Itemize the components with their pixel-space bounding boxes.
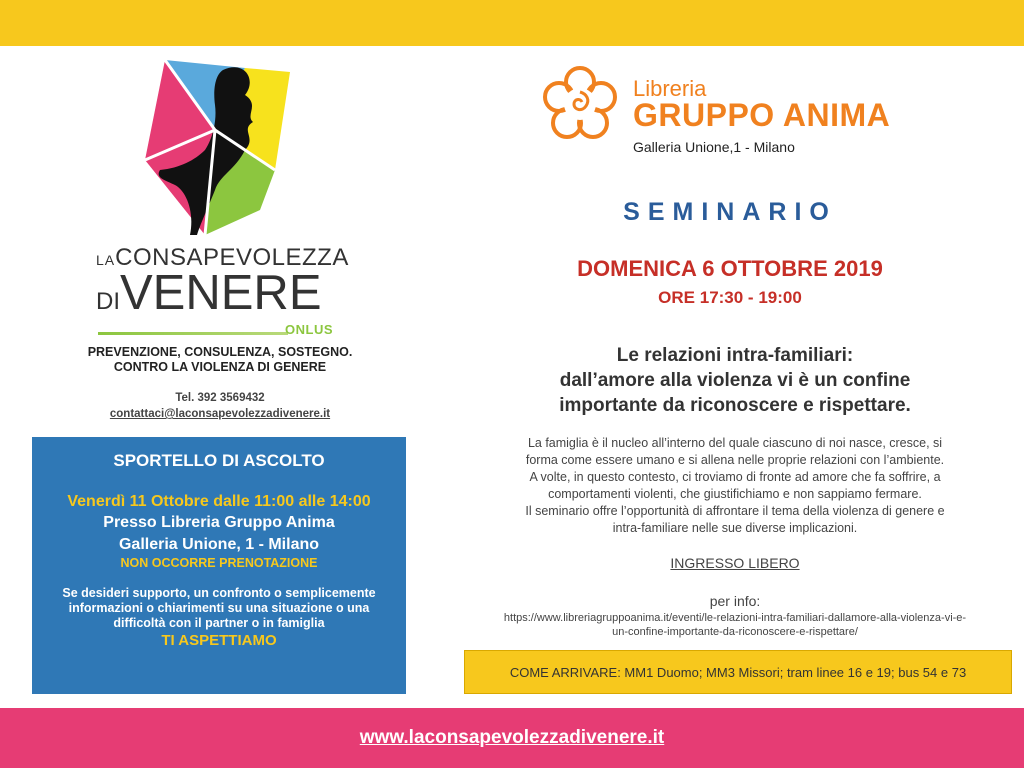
- top-yellow-band: [0, 0, 1024, 46]
- box-noreserve: NON OCCORRE PRENOTAZIONE: [120, 556, 318, 570]
- brand-venere: VENERE: [120, 266, 322, 320]
- desc-line: Il seminario offre l’opportunità di affrontare il tema della violenza di genere e: [525, 504, 945, 518]
- brand-di: DI: [96, 288, 120, 315]
- box-date: Venerdì 11 Ottobre dalle 11:00 alle 14:00: [67, 493, 371, 510]
- box-wait: TI ASPETTIAMO: [161, 632, 277, 649]
- listening-desk-box: [32, 437, 406, 694]
- event-date: DOMENICA 6 OTTOBRE 2019: [577, 256, 883, 281]
- email-link[interactable]: contattaci@laconsapevolezzadivenere.it: [109, 408, 331, 420]
- info-url[interactable]: [470, 611, 1000, 639]
- libreria-label: Libreria: [633, 76, 707, 101]
- subject-line: dall’amore alla violenza vi è un confine: [559, 370, 911, 391]
- desc-line: A volte, in questo contesto, ci troviamo di fronte ad amore che fa soffrire, a: [529, 470, 941, 484]
- phone: Tel. 392 3569432: [175, 392, 265, 404]
- tagline-line: CONTRO LA VIOLENZA DI GENERE: [113, 360, 327, 374]
- box-title: SPORTELLO DI ASCOLTO: [113, 451, 325, 470]
- event-description: [470, 435, 1000, 537]
- subject-line: importante da riconoscere e rispettare.: [559, 395, 911, 416]
- contact-info: [80, 390, 360, 422]
- subject-line: Le relazioni intra-familiari:: [616, 345, 854, 366]
- desc-line: La famiglia è il nucleo all’interno del quale ciascuno di noi nasce, cresce, si: [527, 436, 943, 450]
- support-line: Se desideri supporto, un confronto o semplicemente: [62, 586, 376, 600]
- desc-line: comportamenti violenti, che giustifichiamo e non sappiamo fermare.: [548, 487, 922, 501]
- url-line[interactable]: un-confine-importante-da-riconoscere-e-rispettare/: [612, 626, 858, 638]
- brand-underline: [98, 332, 288, 335]
- box-place-2: Galleria Unione, 1 - Milano: [118, 536, 320, 553]
- bottom-pink-band: [0, 708, 1024, 768]
- event-time: ORE 17:30 - 19:00: [658, 288, 802, 307]
- info-label: per info:: [709, 593, 761, 609]
- support-line: difficoltà con il partner o in famiglia: [113, 616, 325, 630]
- directions-box: COME ARRIVARE: MM1 Duomo; MM3 Missori; tram linee 16 e 19; bus 54 e 73: [464, 650, 1012, 694]
- flower-logo-icon: [542, 66, 618, 142]
- brand-wordmark: [96, 244, 349, 325]
- onlus-label: ONLUS: [285, 322, 333, 337]
- libreria-name: GRUPPO ANIMA: [633, 97, 891, 133]
- venere-logo-icon: [145, 60, 295, 235]
- brand-la: LA: [96, 252, 116, 268]
- tagline-line: PREVENZIONE, CONSULENZA, SOSTEGNO.: [87, 345, 353, 359]
- desc-line: intra-familiare nelle sue diverse implicazioni.: [612, 521, 858, 535]
- event-subject: [470, 343, 1000, 418]
- brand-consapevolezza: CONSAPEVOLEZZA: [115, 244, 349, 271]
- support-line: informazioni o chiarimenti su una situazione o una: [68, 601, 370, 615]
- url-line[interactable]: https://www.libreriagruppoanima.it/eventi/le-relazioni-intra-familiari-dallamore-alla-violenza-vi-e-: [503, 612, 967, 624]
- box-support: [32, 586, 406, 631]
- box-place-1: Presso Libreria Gruppo Anima: [103, 514, 335, 531]
- website-link[interactable]: www.laconsapevolezzadivenere.it: [359, 727, 665, 748]
- tagline: [80, 345, 360, 375]
- free-entry: INGRESSO LIBERO: [670, 555, 800, 571]
- desc-line: forma come essere umano e si allena nelle proprie relazioni con l’ambiente.: [525, 453, 945, 467]
- seminario-heading: SEMINARIO: [623, 198, 837, 226]
- libreria-address: Galleria Unione,1 - Milano: [633, 139, 795, 155]
